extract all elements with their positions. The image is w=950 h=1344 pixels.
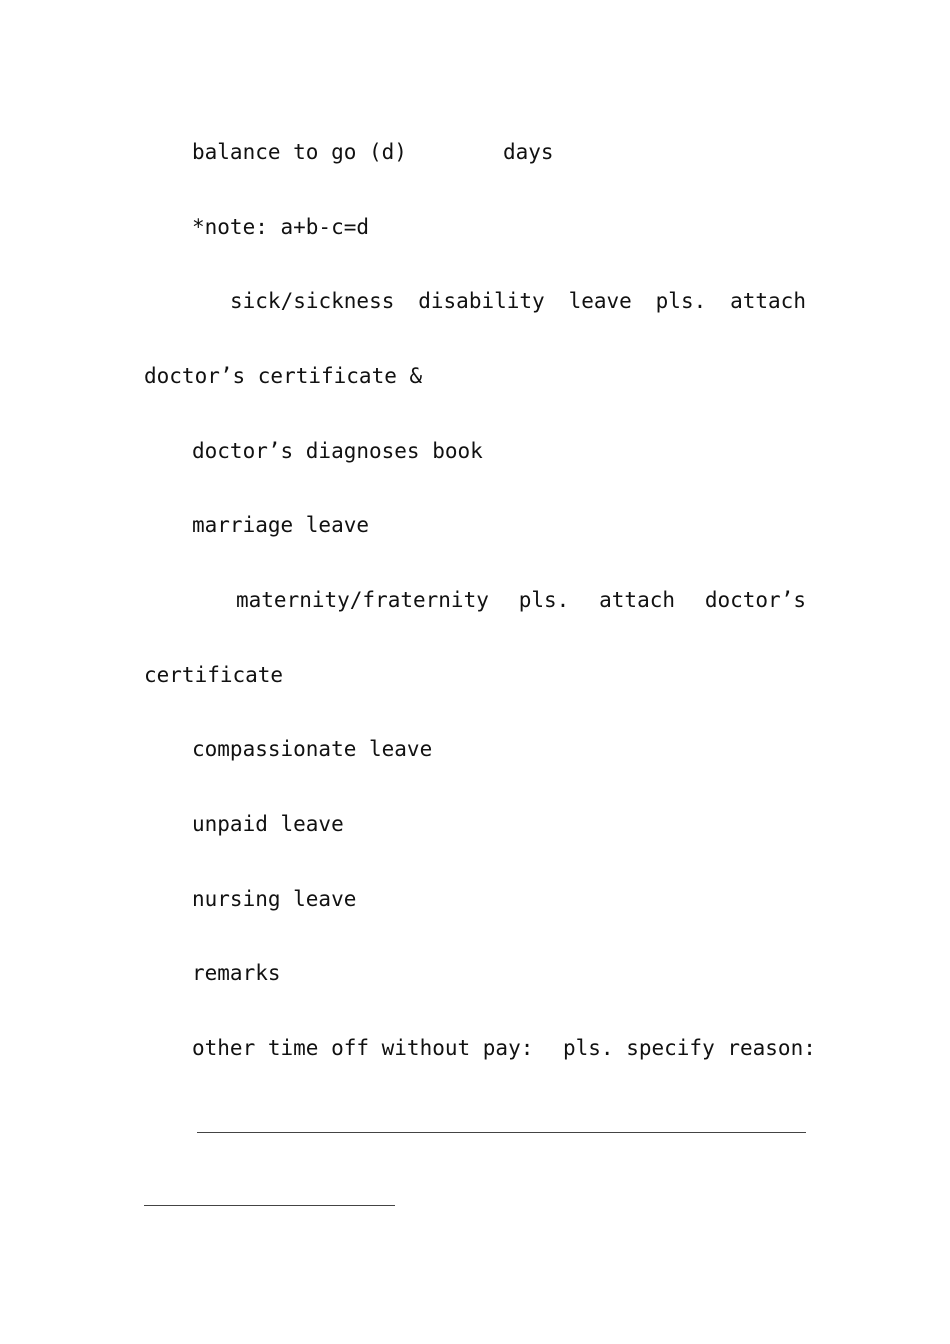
unpaid-leave-text: unpaid leave: [192, 812, 344, 836]
other-time-off-label: other time off without pay:: [192, 1036, 534, 1060]
reason-underline[interactable]: [197, 1132, 806, 1133]
sick-leave-continuation: doctor’s certificate &: [144, 364, 423, 388]
sick-leave-word: disability: [418, 289, 545, 313]
sick-leave-word: pls.: [655, 289, 707, 313]
balance-unit: days: [503, 140, 554, 164]
compassionate-leave-text: compassionate leave: [192, 737, 433, 761]
nursing-leave-text: nursing leave: [192, 887, 357, 911]
maternity-continuation: certificate: [144, 663, 284, 687]
maternity-line: [236, 586, 806, 614]
sick-leave-word: attach: [730, 289, 806, 313]
maternity-word: attach: [599, 588, 675, 612]
specify-reason-label: pls. specify reason:: [563, 1036, 816, 1060]
sick-leave-word: leave: [568, 289, 632, 313]
diagnoses-book-text: doctor’s diagnoses book: [192, 439, 483, 463]
maternity-word: maternity/fraternity: [236, 588, 489, 612]
balance-label: balance to go (d): [192, 140, 407, 164]
marriage-leave-text: marriage leave: [192, 513, 370, 537]
reason-underline-continued[interactable]: [144, 1205, 395, 1206]
maternity-word: doctor’s: [704, 588, 806, 612]
note-text: *note: a+b-c=d: [192, 215, 370, 239]
maternity-word: pls.: [518, 588, 570, 612]
sick-leave-word: sick/sickness: [230, 289, 395, 313]
sick-leave-line: [230, 287, 806, 315]
remarks-text: remarks: [192, 961, 281, 985]
